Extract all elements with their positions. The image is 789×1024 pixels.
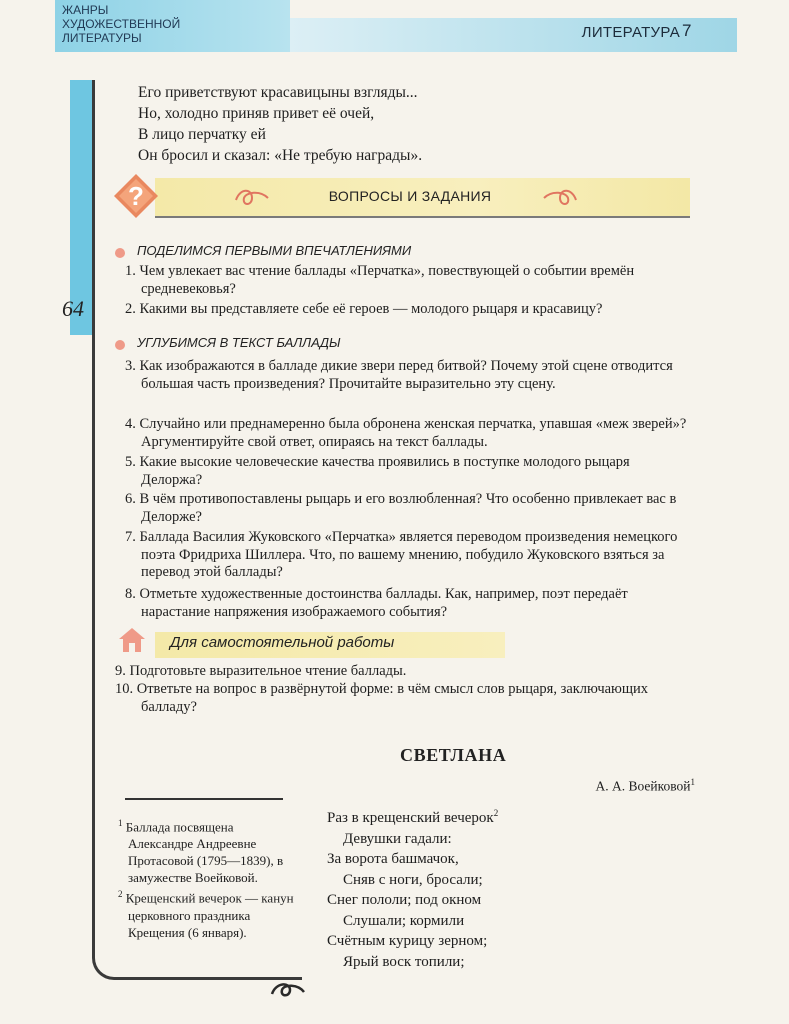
question-number: 1. [125,263,136,279]
question-number: 5. [125,454,136,470]
question-number: 2. [125,301,136,317]
poem-excerpt [138,82,422,166]
ornament-right-icon [540,186,580,210]
task-item [115,681,693,716]
task-item [115,663,693,681]
verse-line: Его приветствуют красавицыны взгляды... [138,84,418,101]
verse-line: Девушки гадали: [343,830,452,847]
question-text: В чём противопоставлены рыцарь и его возлюбленная? Что особенно привлекает вас в Делорже? [139,491,677,525]
page-number: 64 [62,296,84,321]
footnote-mark: 2 [118,889,123,900]
task-text: Подготовьте выразительное чтение баллады. [129,663,407,679]
grade-number: 7 [682,21,692,40]
verse-line: Но, холодно приняв привет её очей, [138,105,375,122]
verse-line: Ярый воск топили; [343,953,465,970]
svg-text:?: ? [128,181,144,211]
footnote-mark: 1 [690,777,695,787]
subsection-heading: УГЛУБИМСЯ В ТЕКСТ БАЛЛАДЫ [137,335,341,350]
footnote-text: Баллада посвящена Александре Андреевне Протасовой (1795—1839), в замужестве Воейковой. [125,819,284,886]
ballad-title: СВЕТЛАНА [400,745,507,765]
self-work-title: Для самостоятельной работы [170,634,395,651]
margin-rule [92,80,95,960]
footnotes [118,815,298,941]
running-head-line: ЛИТЕРАТУРЫ [62,31,142,45]
verse-line: За ворота башмачок, [327,851,459,867]
question-item [125,491,693,526]
corner-ornament-icon [268,978,308,1000]
question-text: Какие высокие человеческие качества проявились в поступке молодого рыцаря Делоржа? [139,454,630,488]
question-item [125,358,693,393]
verse-line [327,803,498,829]
question-text: Случайно или преднамеренно была обронена женская перчатка, упавшая «меж зверей»? Аргументируйте свой ответ, опираясь на текст баллады. [139,416,687,450]
question-text: Какими вы представляете себе её героев — молодого рыцаря и красавицу? [139,301,603,317]
question-item [125,586,693,621]
footnote-mark: 2 [493,808,499,818]
verse-line: Слушали; кормили [343,912,465,929]
verse-line: Он бросил и сказал: «Не требую награды». [138,147,423,164]
footnote-mark: 1 [118,818,123,828]
running-head-subject: ЛИТЕРАТУРА [581,24,680,41]
question-item [125,301,693,319]
question-text: Как изображаются в балладе дикие звери перед битвой? Почему этой сцене отводится большая часть произведения? Прочитайте выразительно эту сцену. [139,358,673,392]
ballad-dedication [530,777,695,795]
subsection-heading: ПОДЕЛИМСЯ ПЕРВЫМИ ВПЕЧАТЛЕНИЯМИ [137,243,412,258]
question-item [125,454,693,489]
bullet-icon [115,248,125,258]
dedication-text: А. А. Воейковой [595,778,691,794]
footnote-text: Крещенский вечерок — канун церковного праздника Крещения (6 января). [125,890,294,940]
questions-title: ВОПРОСЫ И ЗАДАНИЯ [328,188,492,204]
task-number: 10. [115,681,134,697]
verse-line: Снег пололи; под окном [327,892,482,908]
verse-line: Сняв с ноги, бросали; [343,871,483,888]
question-item [125,263,693,298]
question-text: Отметьте художественные достоинства баллады. Как, например, поэт передаёт нарастание напряжения изображаемого события? [139,586,628,620]
footnote-rule [125,798,283,800]
question-item [125,529,693,582]
task-number: 9. [115,663,126,679]
verse-line: В лицо перчатку ей [138,126,266,143]
verse-text: Раз в крещенский вечерок [327,810,494,826]
question-number: 6. [125,491,136,507]
question-item [125,416,693,451]
question-text: Чем увлекает вас чтение баллады «Перчатка», повествующей о событии времён средневековья? [139,263,635,297]
running-head-genre [62,3,282,45]
bullet-icon [115,340,125,350]
task-text: Ответьте на вопрос в развёрнутой форме: в чём смысл слов рыцаря, заключающих балладу? [136,681,649,715]
question-number: 3. [125,358,136,374]
question-text: Баллада Василия Жуковского «Перчатка» является переводом произведения немецкого поэта Фридриха Шиллера. Что, по вашему мнению, побудило Жуковского взяться за перевод этой баллады? [139,529,678,580]
question-number: 4. [125,416,136,432]
question-number: 8. [125,586,136,602]
running-head-line: ЖАНРЫ [62,3,109,17]
house-icon [117,626,147,654]
footnote [118,815,298,886]
ballad-verse [327,803,498,972]
ornament-left-icon [232,186,272,210]
running-head-line: ХУДОЖЕСТВЕННОЙ [62,17,181,31]
verse-line: Счётным курицу зерном; [327,933,488,949]
footnote [118,886,298,940]
question-mark-icon [112,172,160,220]
question-number: 7. [125,529,136,545]
margin-rule-curl [92,950,302,980]
